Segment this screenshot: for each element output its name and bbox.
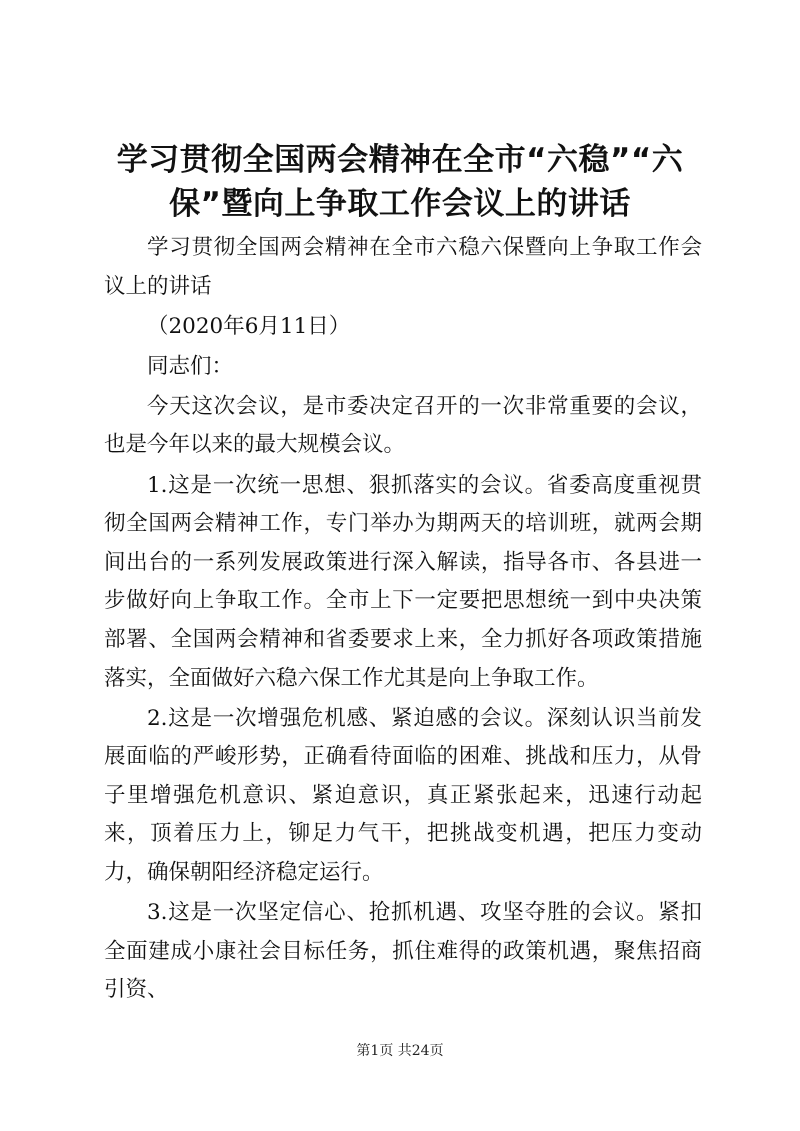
document-title <box>100 138 700 226</box>
page-footer: 第1页 共24页 <box>356 1043 444 1059</box>
salutation-paragraph: 同志们： <box>147 353 234 379</box>
intro-paragraph: 今天这次会议，是市委决定召开的一次非常重要的会议，也是今年以来的最大规模会议。 <box>104 393 702 458</box>
document-body <box>104 229 702 1011</box>
subtitle-paragraph: 学习贯彻全国两会精神在全市六稳六保暨向上争取工作会议上的讲话 <box>104 235 702 299</box>
point-2-paragraph: 2.这是一次增强危机感、紧迫感的会议。深刻认识当前发展面临的严峻形势，正确看待面临的困难、挑战和压力，从骨子里增强危机意识、紧迫意识，真正紧张起来，迅速行动起来，顶着压力上，铆足力气干，把挑战变机遇，把压力变动力，确保朝阳经济稳定运行。 <box>104 705 702 885</box>
title-line-1: 学习贯彻全国两会精神在全市“六稳”“六 <box>116 142 684 178</box>
date-paragraph: （2020年6月11日） <box>147 313 351 339</box>
title-line-2: 保”暨向上争取工作会议上的讲话 <box>169 186 631 222</box>
point-1-paragraph: 1.这是一次统一思想、狠抓落实的会议。省委高度重视贯彻全国两会精神工作，专门举办为期两天的培训班，就两会期间出台的一系列发展政策进行深入解读，指导各市、各县进一步做好向上争取工作。全市上下一定要把思想统一到中央决策部署、全国两会精神和省委要求上来，全力抓好各项政策措施落实，全面做好六稳六保工作尤其是向上争取工作。 <box>104 472 702 691</box>
point-3-paragraph: 3.这是一次坚定信心、抢抓机遇、攻坚夺胜的会议。紧扣全面建成小康社会目标任务，抓住难得的政策机遇，聚焦招商引资、 <box>104 900 702 1003</box>
